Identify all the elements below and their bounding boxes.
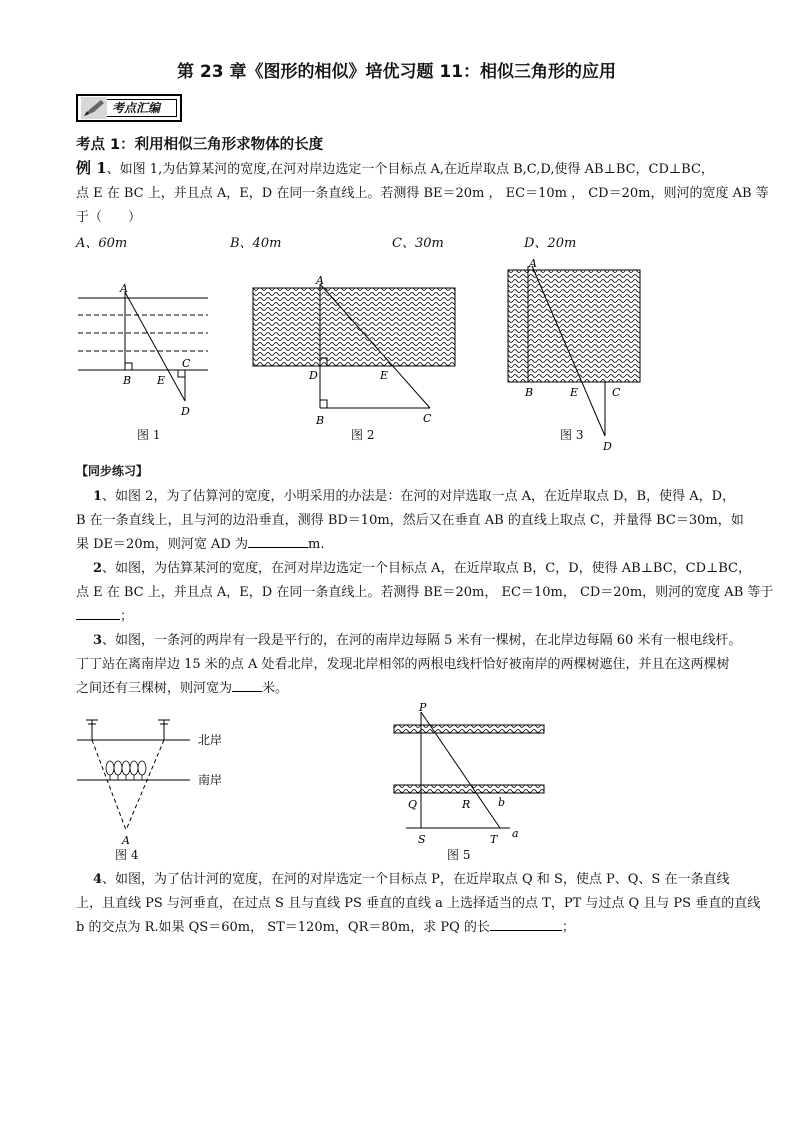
pen-icon bbox=[81, 97, 107, 119]
example1-line2: 点 E 在 BC 上，并且点 A，E，D 在同一条直线上。若测得 BE＝20m ， EC＝10m ， CD＝20m，则河的宽度 AB 等 bbox=[76, 186, 769, 201]
section-badge bbox=[76, 94, 182, 122]
practice-header: 【同步练习】 bbox=[76, 464, 149, 478]
f5-label-a: a bbox=[512, 827, 519, 840]
q2-answer-blank[interactable] bbox=[76, 619, 120, 620]
f2-label-a: A bbox=[316, 274, 324, 287]
q2-line2: 点 E 在 BC 上，并且点 A，E，D 在同一条直线上。若测得 BE＝20m， EC＝10m， CD＝20m，则河的宽度 AB 等于 bbox=[76, 585, 774, 600]
q4-line3 bbox=[76, 916, 575, 935]
example1-text1: 、如图 1,为估算某河的宽度,在河对岸边选定一个目标点 A,在近岸取点 B,C,D,使得 AB⊥BC，CD⊥BC， bbox=[106, 162, 714, 177]
q1-line2: B 在一条直线上，且与河的边沿垂直，测得 BD＝10m，然后又在垂直 AB 的直线上取点 C，并量得 BC＝30m，如 bbox=[76, 513, 744, 528]
f3-label-a: A bbox=[529, 257, 537, 270]
q3-text1: 、如图，一条河的两岸有一段是平行的，在河的南岸边每隔 5 米有一棵树，在北岸边每隔 60 米有一根电线杆。 bbox=[102, 633, 742, 648]
q2-end: ； bbox=[120, 609, 134, 624]
q3-text3: 之间还有三棵树，则河宽为 bbox=[76, 681, 233, 696]
f1-label-a: A bbox=[120, 282, 128, 295]
f2-label-e: E bbox=[380, 369, 389, 382]
q1-text1: 、如图 2，为了估算河的宽度，小明采用的办法是：在河的对岸选取一点 A，在近岸取点 D，B，使得 A，D， bbox=[102, 489, 736, 504]
q4-line2: 上，且直线 PS 与河垂直，在过点 S 且与直线 PS 垂直的直线 a 上选择适当的点 T，PT 与过点 Q 且与 PS 垂直的直线 bbox=[76, 896, 761, 911]
badge-label: 考点汇编 bbox=[112, 101, 161, 115]
figure-2 bbox=[250, 276, 460, 426]
q4-line1 bbox=[93, 868, 729, 887]
figure-3 bbox=[505, 258, 645, 453]
q2-line1 bbox=[93, 557, 751, 576]
figure-1-caption: 图 1 bbox=[137, 428, 161, 442]
figure-4-caption: 图 4 bbox=[115, 848, 139, 862]
f4-label-a: A bbox=[122, 834, 130, 847]
q4-text1: 、如图，为了估计河的宽度，在河的对岸选定一个目标点 P，在近岸取点 Q 和 S，使点 P、Q、S 在一条直线 bbox=[102, 872, 730, 887]
q4-num: 4 bbox=[93, 872, 103, 887]
figure-3-caption: 图 3 bbox=[560, 428, 584, 442]
option-a: A、60m bbox=[76, 236, 128, 251]
example1-line3: 于（ ） bbox=[76, 210, 142, 225]
figure-5 bbox=[388, 698, 558, 848]
q3-line2: 丁丁站在离南岸边 15 米的点 A 处看北岸，发现北岸相邻的两根电线杆恰好被南岸的两棵树遮住，并且在这两棵树 bbox=[76, 657, 730, 672]
f5-label-r: R bbox=[462, 798, 471, 811]
q1-line1 bbox=[93, 485, 735, 504]
f2-label-d: D bbox=[309, 369, 318, 382]
f4-label-south: 南岸 bbox=[198, 773, 223, 787]
q1-text3: 果 DE＝20m，则河宽 AD 为 bbox=[76, 537, 248, 552]
page-title: 第 23 章《图形的相似》培优习题 11：相似三角形的应用 bbox=[176, 62, 617, 82]
q3-line3 bbox=[76, 677, 288, 696]
figure-1 bbox=[70, 280, 220, 425]
f5-label-q: Q bbox=[408, 798, 418, 811]
f3-label-c: C bbox=[612, 386, 621, 399]
f5-label-b: b bbox=[498, 796, 506, 809]
f1-label-c: C bbox=[182, 357, 191, 370]
q3-num: 3 bbox=[93, 633, 103, 648]
f1-label-e: E bbox=[157, 374, 166, 387]
f3-label-b: B bbox=[525, 386, 534, 399]
q3-answer-blank[interactable] bbox=[232, 691, 262, 692]
q1-answer-blank[interactable] bbox=[248, 547, 308, 548]
q2-num: 2 bbox=[93, 561, 103, 576]
f3-label-d: D bbox=[603, 440, 612, 453]
q1-unit: m. bbox=[308, 537, 325, 552]
f3-label-e: E bbox=[570, 386, 579, 399]
q4-end: ； bbox=[561, 920, 575, 935]
q1-line3 bbox=[76, 533, 324, 552]
q3-unit: 米。 bbox=[262, 681, 289, 696]
f1-label-d: D bbox=[181, 405, 190, 418]
option-d: D、20m bbox=[524, 236, 577, 251]
q2-line3 bbox=[76, 605, 133, 624]
q4-answer-blank[interactable] bbox=[490, 930, 562, 931]
kaodian-heading: 考点 1：利用相似三角形求物体的长度 bbox=[76, 137, 324, 153]
figure-5-caption: 图 5 bbox=[447, 848, 471, 862]
f5-label-s: S bbox=[418, 833, 426, 846]
q2-text1: 、如图，为估算某河的宽度，在河对岸边选定一个目标点 A，在近岸取点 B，C，D，使得 AB⊥BC，CD⊥BC， bbox=[102, 561, 751, 576]
q3-line1 bbox=[93, 629, 741, 648]
figure-4 bbox=[72, 712, 262, 862]
q4-text3: b 的交点为 R.如果 QS＝60m， ST＝120m，QR＝80m，求 PQ 的长 bbox=[76, 920, 490, 935]
f1-label-b: B bbox=[123, 374, 132, 387]
f5-label-p: P bbox=[419, 701, 427, 714]
option-b: B、40m bbox=[230, 236, 282, 251]
f4-label-north: 北岸 bbox=[198, 733, 223, 747]
example1-label: 例 1 bbox=[76, 159, 107, 177]
f2-label-b: B bbox=[316, 414, 325, 427]
option-c: C、30m bbox=[392, 236, 444, 251]
example1-line1 bbox=[76, 157, 714, 178]
f2-label-c: C bbox=[423, 412, 432, 425]
f5-label-t: T bbox=[490, 833, 498, 846]
figure-2-caption: 图 2 bbox=[351, 428, 375, 442]
q1-num: 1 bbox=[93, 489, 103, 504]
